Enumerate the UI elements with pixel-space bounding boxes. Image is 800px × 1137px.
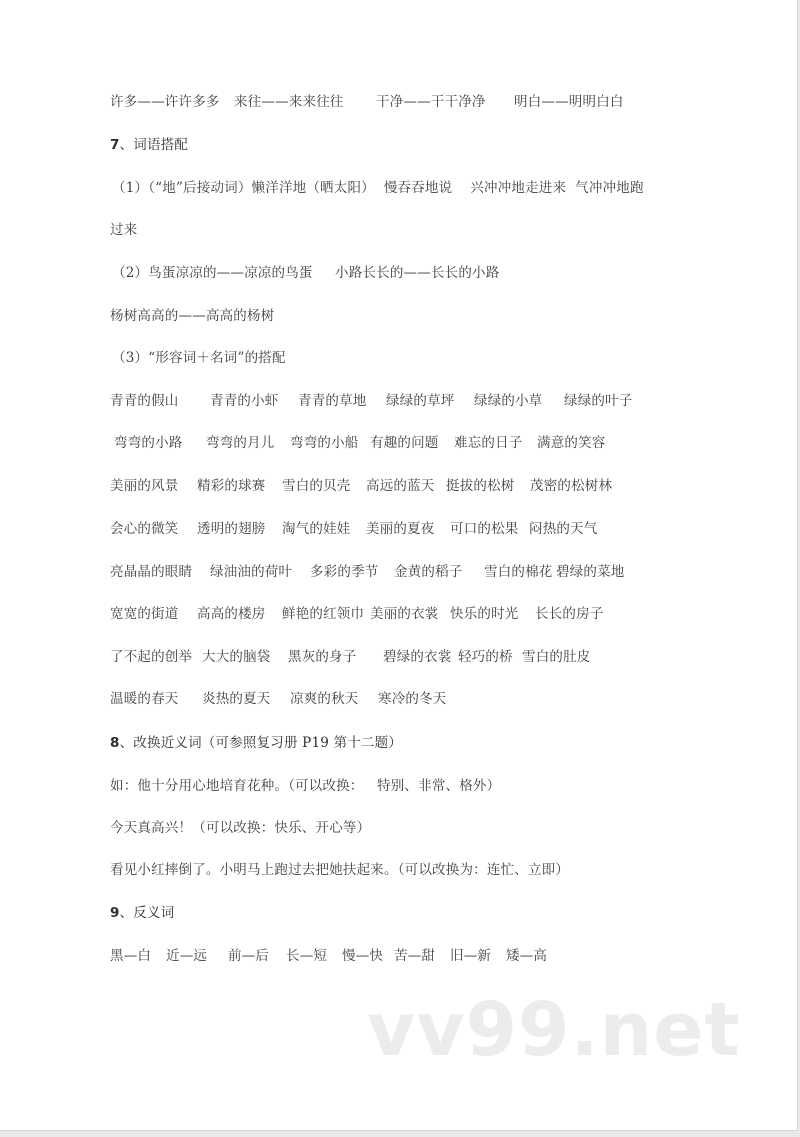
collocation-phrase: 温暖的春天 <box>110 691 179 707</box>
section-9-heading <box>110 904 174 922</box>
collocation-phrase: 会心的微笑 <box>110 521 179 537</box>
word-pair: 明白——明明白白 <box>514 94 624 110</box>
collocation-phrase: 炎热的夏天 <box>202 691 271 707</box>
antonym-pair: 旧—新 <box>450 948 492 964</box>
section-number: 9 <box>110 905 120 921</box>
collocation-phrase: 高高的楼房 <box>197 606 266 622</box>
antonym-pair: 矮—高 <box>506 948 548 964</box>
collocation-phrase: 宽宽的街道 <box>110 606 179 622</box>
collocation-phrase: 可口的松果 <box>450 521 519 537</box>
collocation-phrase: 了不起的创举 <box>110 649 193 665</box>
collocation-phrase: 美丽的风景 <box>110 478 179 494</box>
collocation-phrase: 雪白的肚皮 <box>522 649 591 665</box>
section-title: 、词语搭配 <box>119 137 189 153</box>
collocation-phrase: 金黄的稻子 <box>394 564 463 580</box>
collocation-phrase: 满意的笑容 <box>537 435 606 451</box>
collocation-phrase: 碧绿的菜地 <box>556 564 625 580</box>
collocation-phrase: 雪白的棉花 <box>484 564 553 580</box>
section-number: 8 <box>110 735 120 751</box>
part-3-heading: （3）“形容词＋名词”的搭配 <box>112 350 286 366</box>
part-2-line-1: （2）鸟蛋凉凉的——凉凉的鸟蛋 小路长长的——长长的小路 <box>112 265 500 281</box>
part-1-line-2: 过来 <box>110 222 138 238</box>
synonym-example-1: 如：他十分用心地培育花种。（可以改换： 特别、非常、格外） <box>110 778 501 794</box>
collocation-phrase: 透明的翅膀 <box>197 521 266 537</box>
collocation-phrase: 快乐的时光 <box>450 606 519 622</box>
collocation-phrase: 挺拔的松树 <box>446 478 515 494</box>
part-1-line-1: （1）（“地”后接动词）懒洋洋地（晒太阳） 慢吞吞地说 兴冲冲地走进来 气冲冲地跑 <box>112 180 644 196</box>
collocation-phrase: 寒冷的冬天 <box>378 691 447 707</box>
word-pair: 干净——干干净净 <box>376 94 486 110</box>
collocation-phrase: 黑灰的身子 <box>288 649 357 665</box>
watermark: vv99.net <box>367 987 741 1073</box>
collocation-phrase: 雪白的贝壳 <box>282 478 351 494</box>
antonym-pair: 长—短 <box>286 948 328 964</box>
collocation-phrase: 大大的脑袋 <box>202 649 271 665</box>
collocation-phrase: 绿油油的荷叶 <box>210 564 293 580</box>
collocation-phrase: 美丽的夏夜 <box>366 521 435 537</box>
collocation-phrase: 多彩的季节 <box>310 564 379 580</box>
part-2-line-2: 杨树高高的——高高的杨树 <box>110 308 275 324</box>
collocation-phrase: 淘气的娃娃 <box>282 521 351 537</box>
antonym-pair: 慢—快 <box>342 948 384 964</box>
collocation-phrase: 青青的假山 <box>110 393 179 409</box>
collocation-phrase: 精彩的球赛 <box>197 478 266 494</box>
synonym-example-2: 今天真高兴！（可以改换：快乐、开心等） <box>110 820 371 836</box>
collocation-phrase: 鲜艳的红领巾 <box>282 606 365 622</box>
antonym-pair: 苦—甜 <box>394 948 436 964</box>
synonym-example-3: 看见小红摔倒了。小明马上跑过去把她扶起来。（可以改换为：连忙、立即） <box>110 862 570 878</box>
collocation-phrase: 绿绿的叶子 <box>564 393 633 409</box>
collocation-phrase: 亮晶晶的眼睛 <box>110 564 193 580</box>
antonym-pair: 前—后 <box>228 948 270 964</box>
collocation-phrase: 青青的小虾 <box>210 393 279 409</box>
collocation-phrase: 难忘的日子 <box>454 435 523 451</box>
collocation-phrase: 长长的房子 <box>535 606 604 622</box>
collocation-phrase: 弯弯的小船 <box>290 435 359 451</box>
collocation-phrase: 闷热的天气 <box>529 521 598 537</box>
section-title: 、改换近义词（可参照复习册 P19 第十二题） <box>119 735 403 751</box>
collocation-phrase: 凉爽的秋天 <box>290 691 359 707</box>
antonym-pair: 近—远 <box>166 948 208 964</box>
collocation-phrase: 青青的草地 <box>298 393 367 409</box>
collocation-phrase: 绿绿的小草 <box>474 393 543 409</box>
collocation-phrase: 轻巧的桥 <box>458 649 513 665</box>
section-title: 、反义词 <box>119 905 175 921</box>
word-pair: 来往——来来往往 <box>234 94 344 110</box>
collocation-phrase: 绿绿的草坪 <box>386 393 455 409</box>
collocation-phrase: 弯弯的月儿 <box>206 435 275 451</box>
collocation-phrase: 有趣的问题 <box>370 435 439 451</box>
collocation-phrase: 茂密的松树林 <box>530 478 613 494</box>
section-number: 7 <box>110 137 120 153</box>
collocation-phrase: 高远的蓝天 <box>366 478 435 494</box>
word-pair: 许多——许许多多 <box>110 94 220 110</box>
collocation-phrase: 碧绿的衣裳 <box>383 649 452 665</box>
collocation-phrase: 美丽的衣裳 <box>370 606 439 622</box>
section-7-heading <box>110 136 188 154</box>
section-8-heading <box>110 734 402 752</box>
collocation-phrase: 弯弯的小路 <box>114 435 183 451</box>
antonym-pair: 黑—白 <box>110 948 152 964</box>
